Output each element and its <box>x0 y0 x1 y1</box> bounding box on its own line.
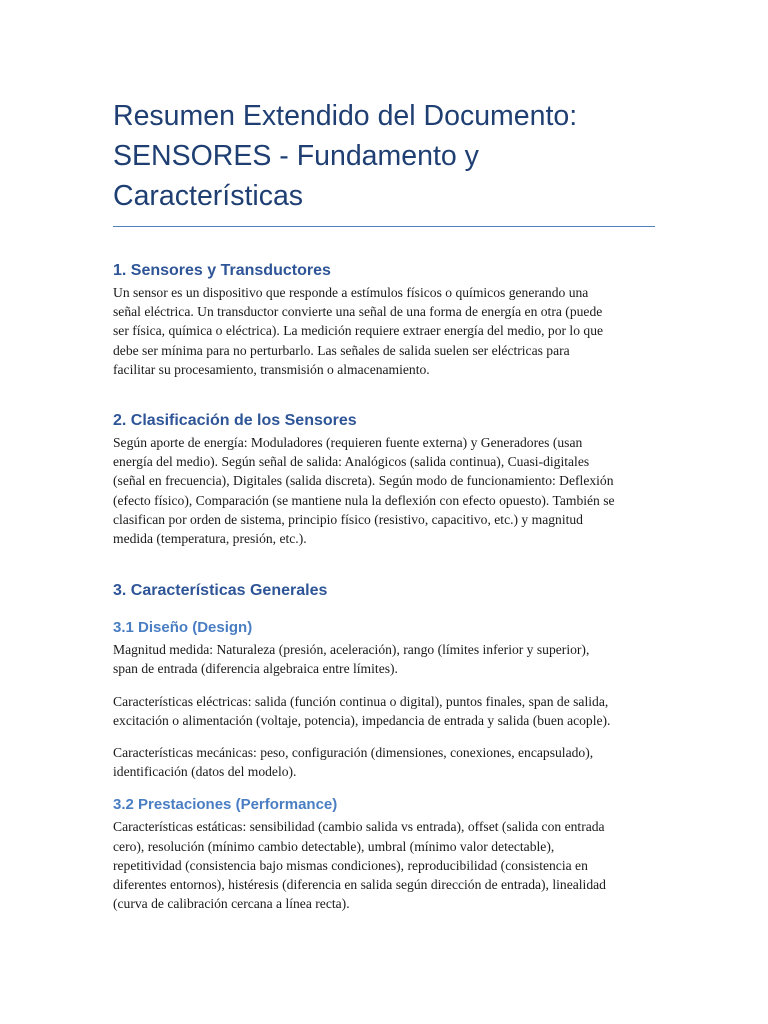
section-heading-caracteristicas-generales: 3. Características Generales <box>113 582 328 600</box>
paragraph-line: Según aporte de energía: Moduladores (requieren fuente externa) y Generadores (usan <box>113 435 583 451</box>
paragraph-line: medida (temperatura, presión, etc.). <box>113 531 307 547</box>
paragraph-line: facilitar su procesamiento, transmisión o almacenamiento. <box>113 361 430 377</box>
paragraph-line: Un sensor es un dispositivo que responde a estímulos físicos o químicos generando una <box>113 285 589 300</box>
title-line: SENSORES - Fundamento y <box>113 140 479 172</box>
paragraph-line: energía del medio). Según señal de salida: Analógicos (salida continua), Cuasi-digitales <box>113 454 590 470</box>
paragraph-line: repetitividad (consistencia bajo mismas condiciones), reproducibilidad (consistencia en <box>113 857 588 873</box>
paragraph-line: ser física, química o eléctrica). La medición requiere extraer energía del medio, por lo que <box>113 323 604 339</box>
subsection-paragraph <box>113 743 655 781</box>
title-line: Características <box>113 180 304 212</box>
paragraph-line: Características estáticas: sensibilidad (cambio salida vs entrada), offset (salida con entrada <box>113 819 605 835</box>
section-heading-clasificacion: 2. Clasificación de los Sensores <box>113 412 357 430</box>
paragraph-line: identificación (datos del modelo). <box>113 764 297 780</box>
paragraph-line: Magnitud medida: Naturaleza (presión, aceleración), rango (límites inferior y superior), <box>113 642 590 658</box>
paragraph-line: (señal en frecuencia), Digitales (salida discreta). Según modo de funcionamiento: Deflexión <box>113 473 614 489</box>
subsection-paragraph <box>113 640 655 678</box>
paragraph-line: Características eléctricas: salida (función continua o digital), puntos finales, span de salida, <box>113 693 609 709</box>
subsection-heading-prestaciones: 3.2 Prestaciones (Performance) <box>113 796 338 814</box>
paragraph-line: cero), resolución (mínimo cambio detectable), umbral (mínimo valor detectable), <box>113 838 555 854</box>
paragraph-line: clasifican por orden de sistema, principio físico (resistivo, capacitivo, etc.) y magnitud <box>113 511 583 527</box>
title-line: Resumen Extendido del Documento: <box>113 100 578 132</box>
paragraph-line: excitación o alimentación (voltaje, potencia), impedancia de entrada y salida (buen acople). <box>113 712 611 728</box>
title-divider <box>113 226 655 227</box>
paragraph-line: debe ser mínima para no perturbarlo. Las señales de salida suelen ser eléctricas para <box>113 342 570 358</box>
paragraph-line: señal eléctrica. Un transductor convierte una señal de una forma de energía en otra (puede <box>113 304 603 320</box>
subsection-paragraph <box>113 692 655 730</box>
paragraph-line: Características mecánicas: peso, configuración (dimensiones, conexiones, encapsulado), <box>113 745 594 761</box>
document-content <box>113 96 655 913</box>
section-paragraph <box>113 283 655 379</box>
paragraph-line: diferentes entornos), histéresis (diferencia en salida según dirección de entrada), linealidad <box>113 877 606 893</box>
paragraph-line: (curva de calibración cercana a línea recta). <box>113 896 350 912</box>
document-title <box>113 96 655 216</box>
section-paragraph <box>113 433 655 548</box>
subsection-heading-diseno: 3.1 Diseño (Design) <box>113 619 253 637</box>
section-heading-sensores-transductores: 1. Sensores y Transductores <box>113 262 331 279</box>
subsection-paragraph <box>113 817 655 913</box>
paragraph-line: span de entrada (diferencia algebraica entre límites). <box>113 661 398 677</box>
paragraph-line: (efecto físico), Comparación (se mantiene nula la deflexión con efecto opuesto). También se <box>113 492 615 508</box>
